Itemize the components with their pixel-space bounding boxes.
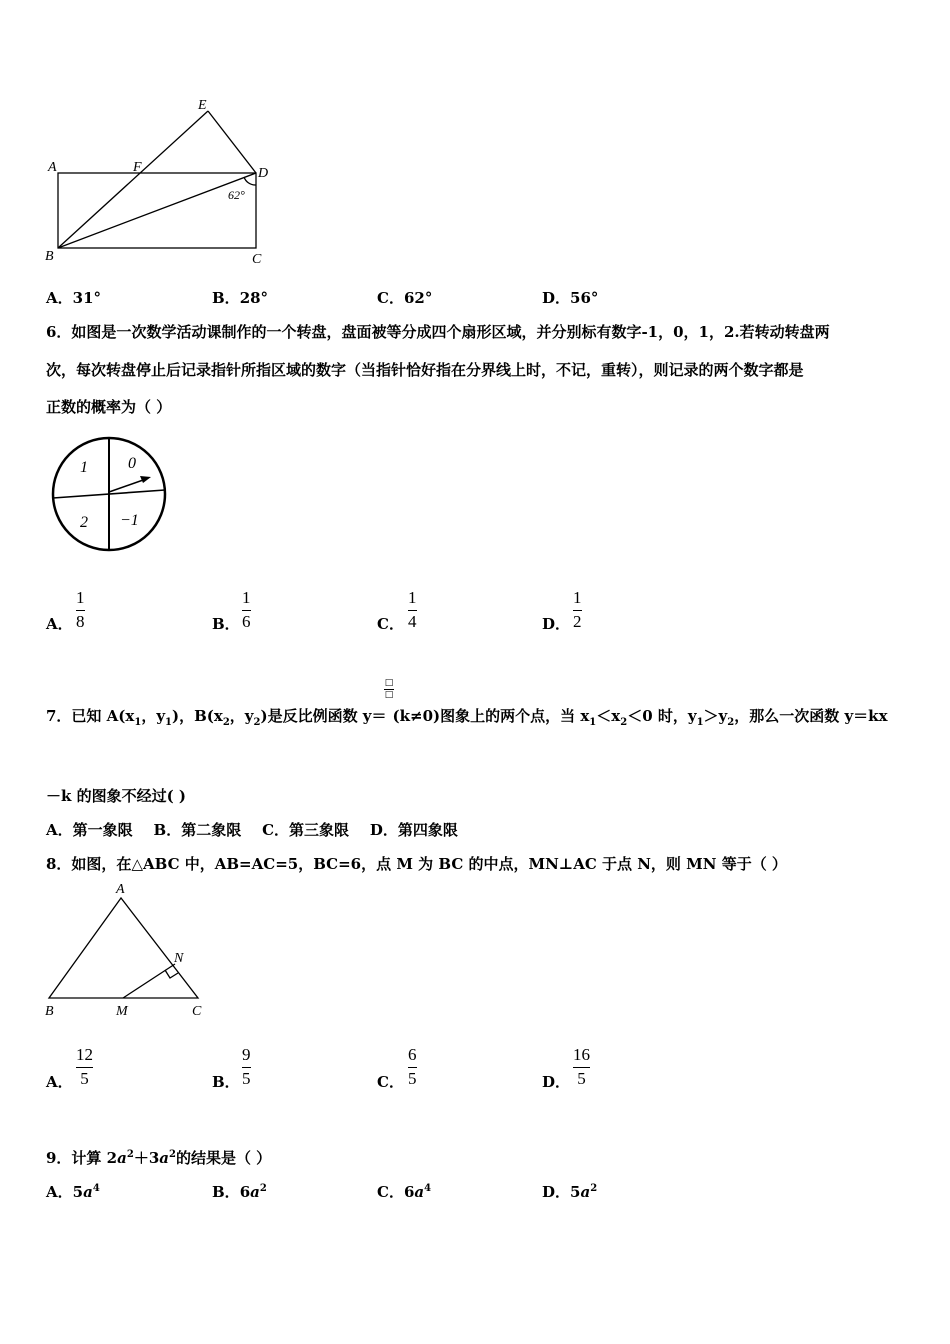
- q5-label-F: F: [133, 160, 142, 175]
- q8-option-d-letter: D．: [542, 1073, 571, 1091]
- q8-option-b-fraction: 9 5: [242, 1045, 251, 1088]
- q9-option-b: B．$6a^2$: [212, 1183, 267, 1201]
- q8-option-d-fraction: 16 5: [573, 1045, 590, 1088]
- q5-line-BE: [58, 111, 208, 248]
- q7-line-2: －k 的图象不经过( ): [46, 787, 187, 805]
- spinner-label-0: 0: [128, 455, 136, 472]
- q8-option-b-letter: B．: [212, 1073, 240, 1091]
- q8-triangle: [49, 898, 198, 998]
- q9-option-c: C．$6a^4$: [377, 1183, 432, 1201]
- q5-line-BD: [58, 173, 256, 248]
- q5-option-d: D．56°: [542, 289, 599, 307]
- q5-label-E: E: [198, 98, 207, 113]
- q5-option-c: C．62°: [377, 289, 433, 307]
- spinner-label-2: 2: [80, 514, 88, 531]
- q6-option-b-letter: B．: [212, 615, 240, 633]
- q5-label-B: B: [45, 249, 54, 264]
- q6-option-a-letter: A．: [46, 615, 73, 633]
- spinner-arrow-icon: [140, 476, 151, 483]
- spinner-label-1: 1: [80, 459, 88, 476]
- q5-label-A: A: [48, 160, 57, 175]
- q5-option-b: B．28°: [212, 289, 269, 307]
- q8-option-a-fraction: 12 5: [76, 1045, 93, 1088]
- q7-fraction-box: □ □: [384, 678, 394, 700]
- q6-option-d-letter: D．: [542, 615, 571, 633]
- q6-line-1: 6．如图是一次数学活动课制作的一个转盘，盘面被等分成四个扇形区域，并分别标有数字-1，0，1，2.若转动转盘两: [46, 323, 830, 341]
- q9-question: 9．计算 $2a^2+3a^2$的结果是（ ）: [46, 1149, 272, 1167]
- q5-angle-arc: [244, 177, 256, 185]
- q5-label-D: D: [258, 166, 269, 181]
- q8-label-B: B: [45, 1004, 54, 1019]
- q5-label-C: C: [252, 252, 262, 267]
- q6-option-b-fraction: 1 6: [242, 588, 251, 631]
- spinner-pointer: [109, 479, 146, 492]
- q8-question: 8．如图，在△ABC 中，AB=AC=5，BC=6，点 M 为 BC 的中点，MN⊥AC 于点 N，则 MN 等于（ ）: [46, 855, 787, 873]
- q8-option-c-letter: C．: [377, 1073, 404, 1091]
- q9-option-d: D．$5a^2$: [542, 1183, 598, 1201]
- q8-label-C: C: [192, 1004, 202, 1019]
- q8-line-MN: [123, 964, 175, 998]
- q8-option-c-fraction: 6 5: [408, 1045, 417, 1088]
- q8-label-M: M: [116, 1004, 128, 1019]
- q6-option-c-fraction: 1 4: [408, 588, 417, 631]
- q8-label-N: N: [174, 951, 184, 966]
- q5-line-ED: [208, 111, 256, 173]
- q9-option-a: A．$5a^4$: [46, 1183, 100, 1201]
- q8-figure: [40, 878, 215, 1020]
- q5-option-a: A．31°: [46, 289, 102, 307]
- q6-line-2: 次，每次转盘停止后记录指针所指区域的数字（当指针恰好指在分界线上时，不记，重转），则记录的两个数字都是: [46, 361, 804, 379]
- q7-options: A．第一象限 B．第二象限 C．第三象限 D．第四象限: [46, 821, 458, 839]
- q8-right-angle-mark: [165, 970, 178, 978]
- spinner-label-neg1: −1: [120, 512, 139, 529]
- q6-spinner: [48, 432, 173, 557]
- q6-option-c-letter: C．: [377, 615, 404, 633]
- q7-line-1: 7．已知 $A(x_1$，$y_1$)，$B(x_2$，$y_2$)是反比例函数 y＝ (k≠0)图象上的两个点，当 $x_1<x_2<0$ 时，$y_1>y_2$，那么一次函数 y＝kx: [46, 707, 888, 728]
- q5-angle-label: 62°: [228, 188, 245, 202]
- q8-label-A: A: [116, 882, 125, 897]
- q6-line-3: 正数的概率为（ ）: [46, 398, 172, 416]
- q6-option-d-fraction: 1 2: [573, 588, 582, 631]
- q8-option-a-letter: A．: [46, 1073, 73, 1091]
- q6-option-a-fraction: 1 8: [76, 588, 85, 631]
- q5-figure: [40, 95, 280, 270]
